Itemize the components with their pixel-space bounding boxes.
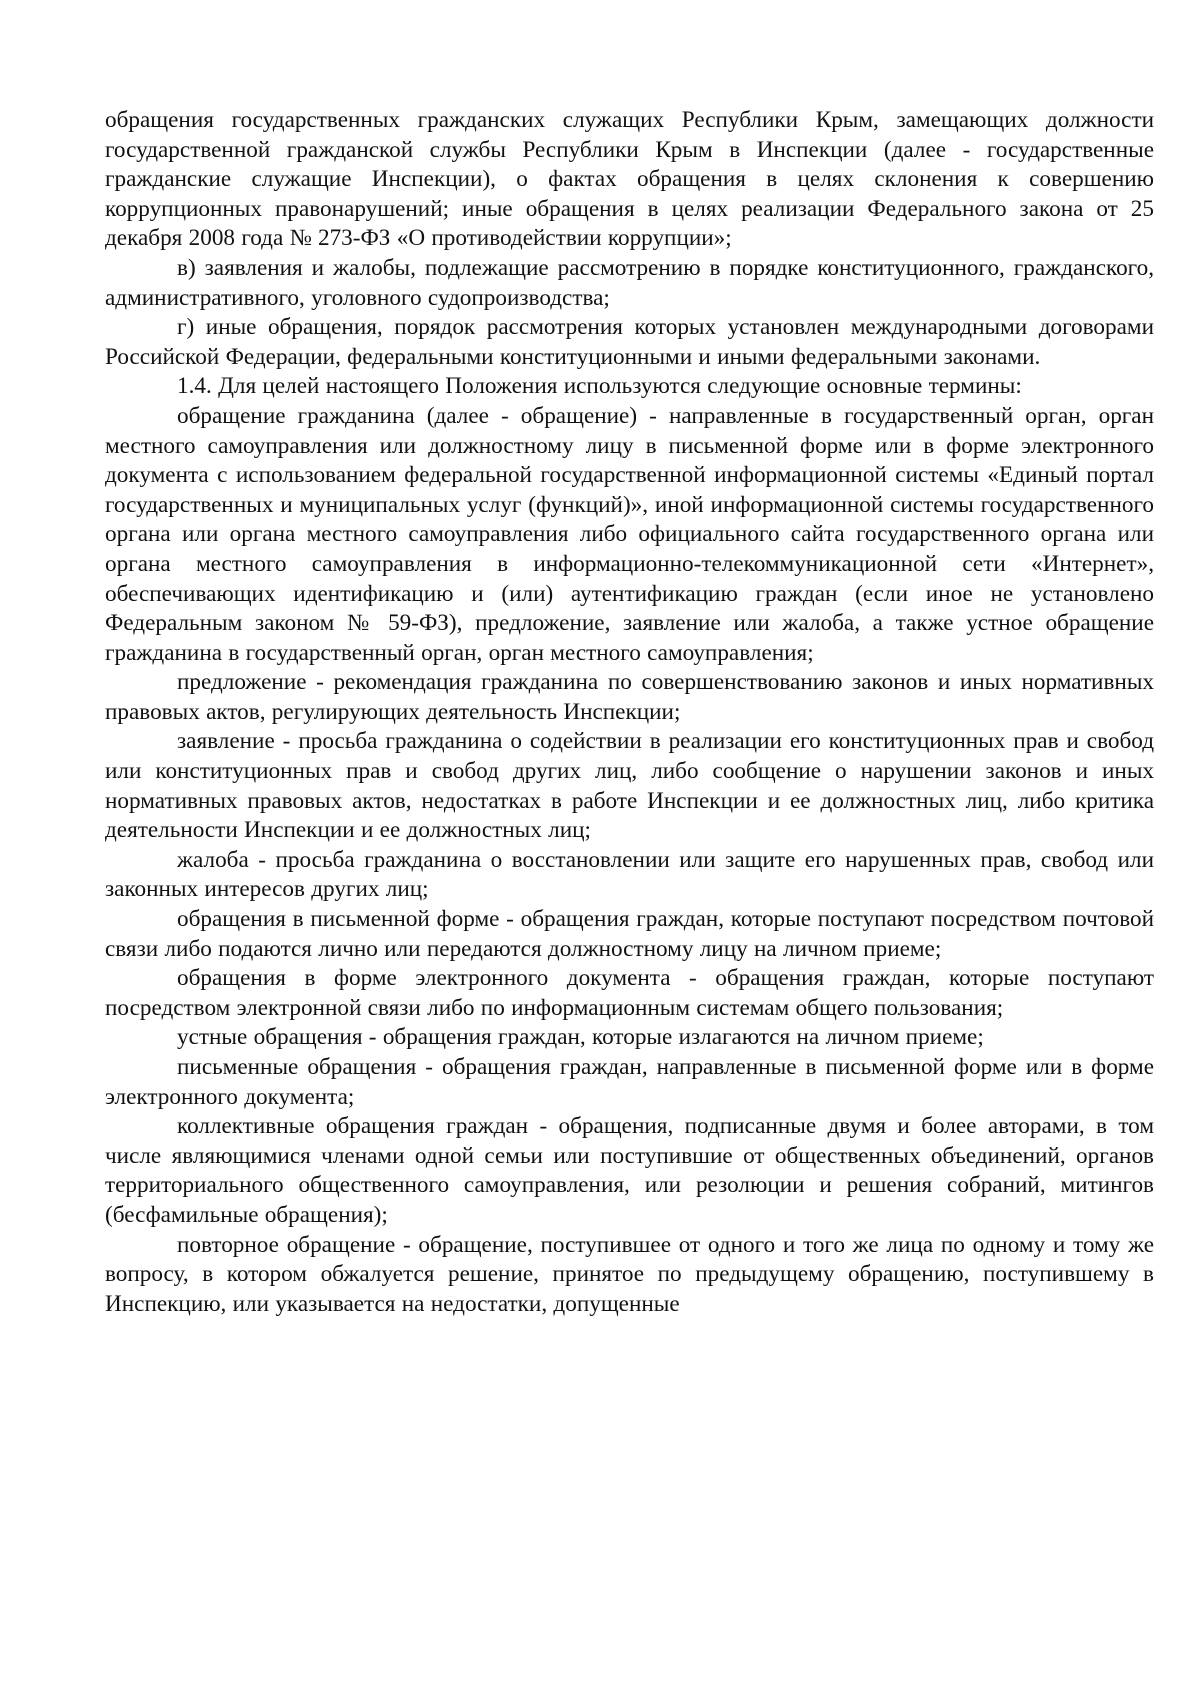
paragraph-term-oral: устные обращения - обращения граждан, которые излагаются на личном приеме;: [177, 1024, 984, 1051]
paragraph-term-collective: коллективные обращения граждан - обращения, подписанные двумя и более авторами, в том числе являющимися членами одной семьи или поступившие от общественных объединений, органов территориального общественного самоуправления, или резолюции и решения собраний, митингов (бесфамильные обращения);: [105, 1113, 1154, 1228]
paragraph-term-complaint: жалоба - просьба гражданина о восстановлении или защите его нарушенных прав, свобод или законных интересов других лиц;: [105, 846, 1154, 903]
paragraph-section-1-4: 1.4. Для целей настоящего Положения используются следующие основные термины:: [177, 373, 1022, 400]
paragraph-term-appeal: обращение гражданина (далее - обращение) - направленные в государственный орган, орган местного самоуправления или должностному лицу в письменной форме или в форме электронного документа с использованием федеральной государственной информационной системы «Единый портал государственных и муниципальных услуг (функций)», иной информационной системы государственного органа или органа местного самоуправления либо официального сайта государственного органа или органа местного самоуправления в информационно-телекоммуникационной сети «Интернет», обеспечивающих идентификацию и (или) аутентификацию граждан (если иное не установлено Федеральным законом № 59-ФЗ), предложение, заявление или жалоба, а также устное обращение гражданина в государственный орган, орган местного самоуправления;: [105, 402, 1154, 666]
paragraph-term-repeated: повторное обращение - обращение, поступившее от одного и того же лица по одному и тому же вопросу, в котором обжалуется решение, принятое по предыдущему обращению, поступившему в Инспекцию, или указывается на недостатки, допущенные: [105, 1231, 1154, 1317]
paragraph-term-written-form: обращения в письменной форме - обращения граждан, которые поступают посредством почтовой связи либо подаются лично или передаются должностному лицу на личном приеме;: [105, 906, 1154, 962]
paragraph-term-statement: заявление - просьба гражданина о содействии в реализации его конституционных прав и свобод или конституционных прав и свобод других лиц, либо сообщение о нарушении законов и иных нормативных правовых актов, недостатках в работе Инспекции и ее должностных лиц, либо критика деятельности Инспекции и ее должностных лиц;: [105, 728, 1154, 844]
paragraph-item-v: в) заявления и жалобы, подлежащие рассмотрению в порядке конституционного, гражданского, административного, уголовного судопроизводства;: [105, 254, 1154, 311]
document-body: [105, 106, 1154, 1319]
paragraph-term-electronic-form: обращения в форме электронного документа - обращения граждан, которые поступают посредством электронной связи либо по информационным системам общего пользования;: [105, 965, 1154, 1021]
paragraph-continuation: обращения государственных гражданских служащих Республики Крым, замещающих должности государственной гражданской службы Республики Крым в Инспекции (далее - государственные гражданские служащие Инспекции), о фактах обращения в целях склонения к совершению коррупционных правонарушений; иные обращения в целях реализации Федерального закона от 25 декабря 2008 года № 273-ФЗ «О противодействии коррупции»;: [105, 107, 1154, 252]
paragraph-term-written: письменные обращения - обращения граждан, направленные в письменной форме или в форме электронного документа;: [105, 1054, 1154, 1110]
paragraph-term-proposal: предложение - рекомендация гражданина по совершенствованию законов и иных нормативных правовых актов, регулирующих деятельность Инспекции;: [105, 669, 1154, 725]
paragraph-item-g: г) иные обращения, порядок рассмотрения которых установлен международными договорами Российской Федерации, федеральными конституционными и иными федеральными законами.: [105, 314, 1154, 370]
